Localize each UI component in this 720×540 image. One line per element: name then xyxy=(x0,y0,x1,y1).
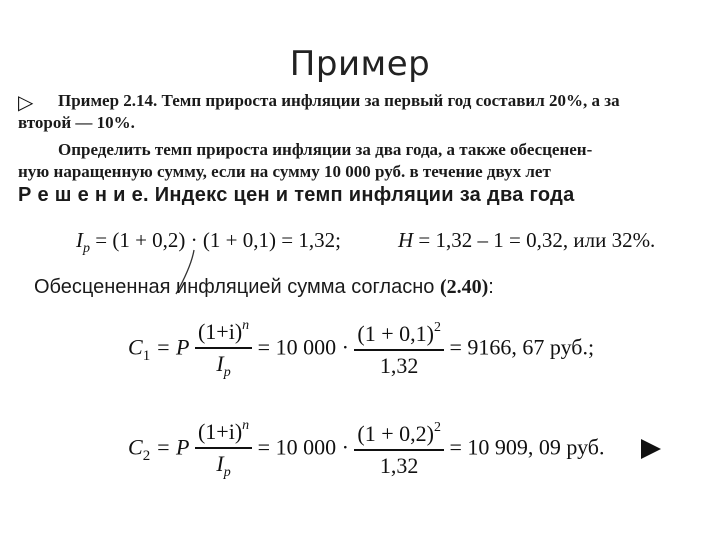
triangle-filled-icon xyxy=(640,438,662,460)
c2-mid: = 10 000 · xyxy=(257,434,349,460)
formula-h-body: = 1,32 – 1 = 0,32, или 32%. xyxy=(418,228,656,252)
problem-line-3: Определить темп прироста инфляции за два года, а также обесценен- xyxy=(58,140,593,159)
c2-frac2-sup: 2 xyxy=(433,420,441,435)
solution-text-body: Обесцененная инфляцией сумма согласно xyxy=(34,276,435,298)
c2-fraction-1 xyxy=(195,418,252,481)
c2-frac-num-sup: n xyxy=(242,418,250,433)
c1-result: = 9166, 67 руб.; xyxy=(449,334,595,360)
c1-eq: = P xyxy=(155,334,190,360)
symbol-ip: I xyxy=(76,228,83,252)
triangle-outline-icon: ▷ xyxy=(18,90,34,114)
c1-frac2-sup: 2 xyxy=(433,320,441,335)
c2-frac-den-sub: p xyxy=(223,465,231,480)
equation-c2 xyxy=(128,418,604,481)
c1-frac2-den: 1,32 xyxy=(379,353,419,378)
formula-reference: (2.40) xyxy=(439,276,489,298)
c1-lhs: C xyxy=(128,334,143,360)
c2-frac-num: (1+i) xyxy=(197,419,243,444)
c1-frac-num: (1+i) xyxy=(197,319,243,344)
formula-reference-suffix: : xyxy=(488,276,494,298)
solution-text xyxy=(34,276,494,299)
solution-heading: Р е ш е н и е. Индекс цен и темп инфляции за два года xyxy=(18,184,575,206)
symbol-h: H xyxy=(398,228,414,252)
c2-frac-den: I xyxy=(216,451,224,476)
symbol-ip-sub: p xyxy=(83,241,90,256)
slide-title: Пример xyxy=(289,44,431,84)
c1-fraction-2 xyxy=(354,320,444,379)
c1-frac-num-sup: n xyxy=(242,318,250,333)
problem-line-2: второй — 10%. xyxy=(18,113,135,132)
c1-lhs-sub: 1 xyxy=(142,347,151,364)
equation-c1 xyxy=(128,318,594,381)
c1-frac2-num: (1 + 0,1) xyxy=(357,321,434,346)
problem-line-4: ную наращенную сумму, если на сумму 10 000 руб. в течение двух лет xyxy=(18,162,551,181)
c2-lhs-sub: 2 xyxy=(142,447,151,464)
c2-eq: = P xyxy=(155,434,190,460)
formula-ip-body: = (1 + 0,2) · (1 + 0,1) = 1,32; xyxy=(95,228,341,252)
c2-result: = 10 909, 09 руб. xyxy=(449,434,605,460)
c2-frac2-den: 1,32 xyxy=(379,453,419,478)
c1-frac-den: I xyxy=(216,351,224,376)
formula-h xyxy=(398,228,655,253)
c1-mid: = 10 000 · xyxy=(257,334,349,360)
c2-lhs: C xyxy=(128,434,143,460)
c1-frac-den-sub: p xyxy=(223,365,231,380)
problem-line-1: Пример 2.14. Темп прироста инфляции за первый год составил 20%, а за xyxy=(58,91,620,110)
c1-fraction-1 xyxy=(195,318,252,381)
formula-ip xyxy=(76,228,341,257)
c2-frac2-num: (1 + 0,2) xyxy=(357,421,434,446)
c2-fraction-2 xyxy=(354,420,444,479)
